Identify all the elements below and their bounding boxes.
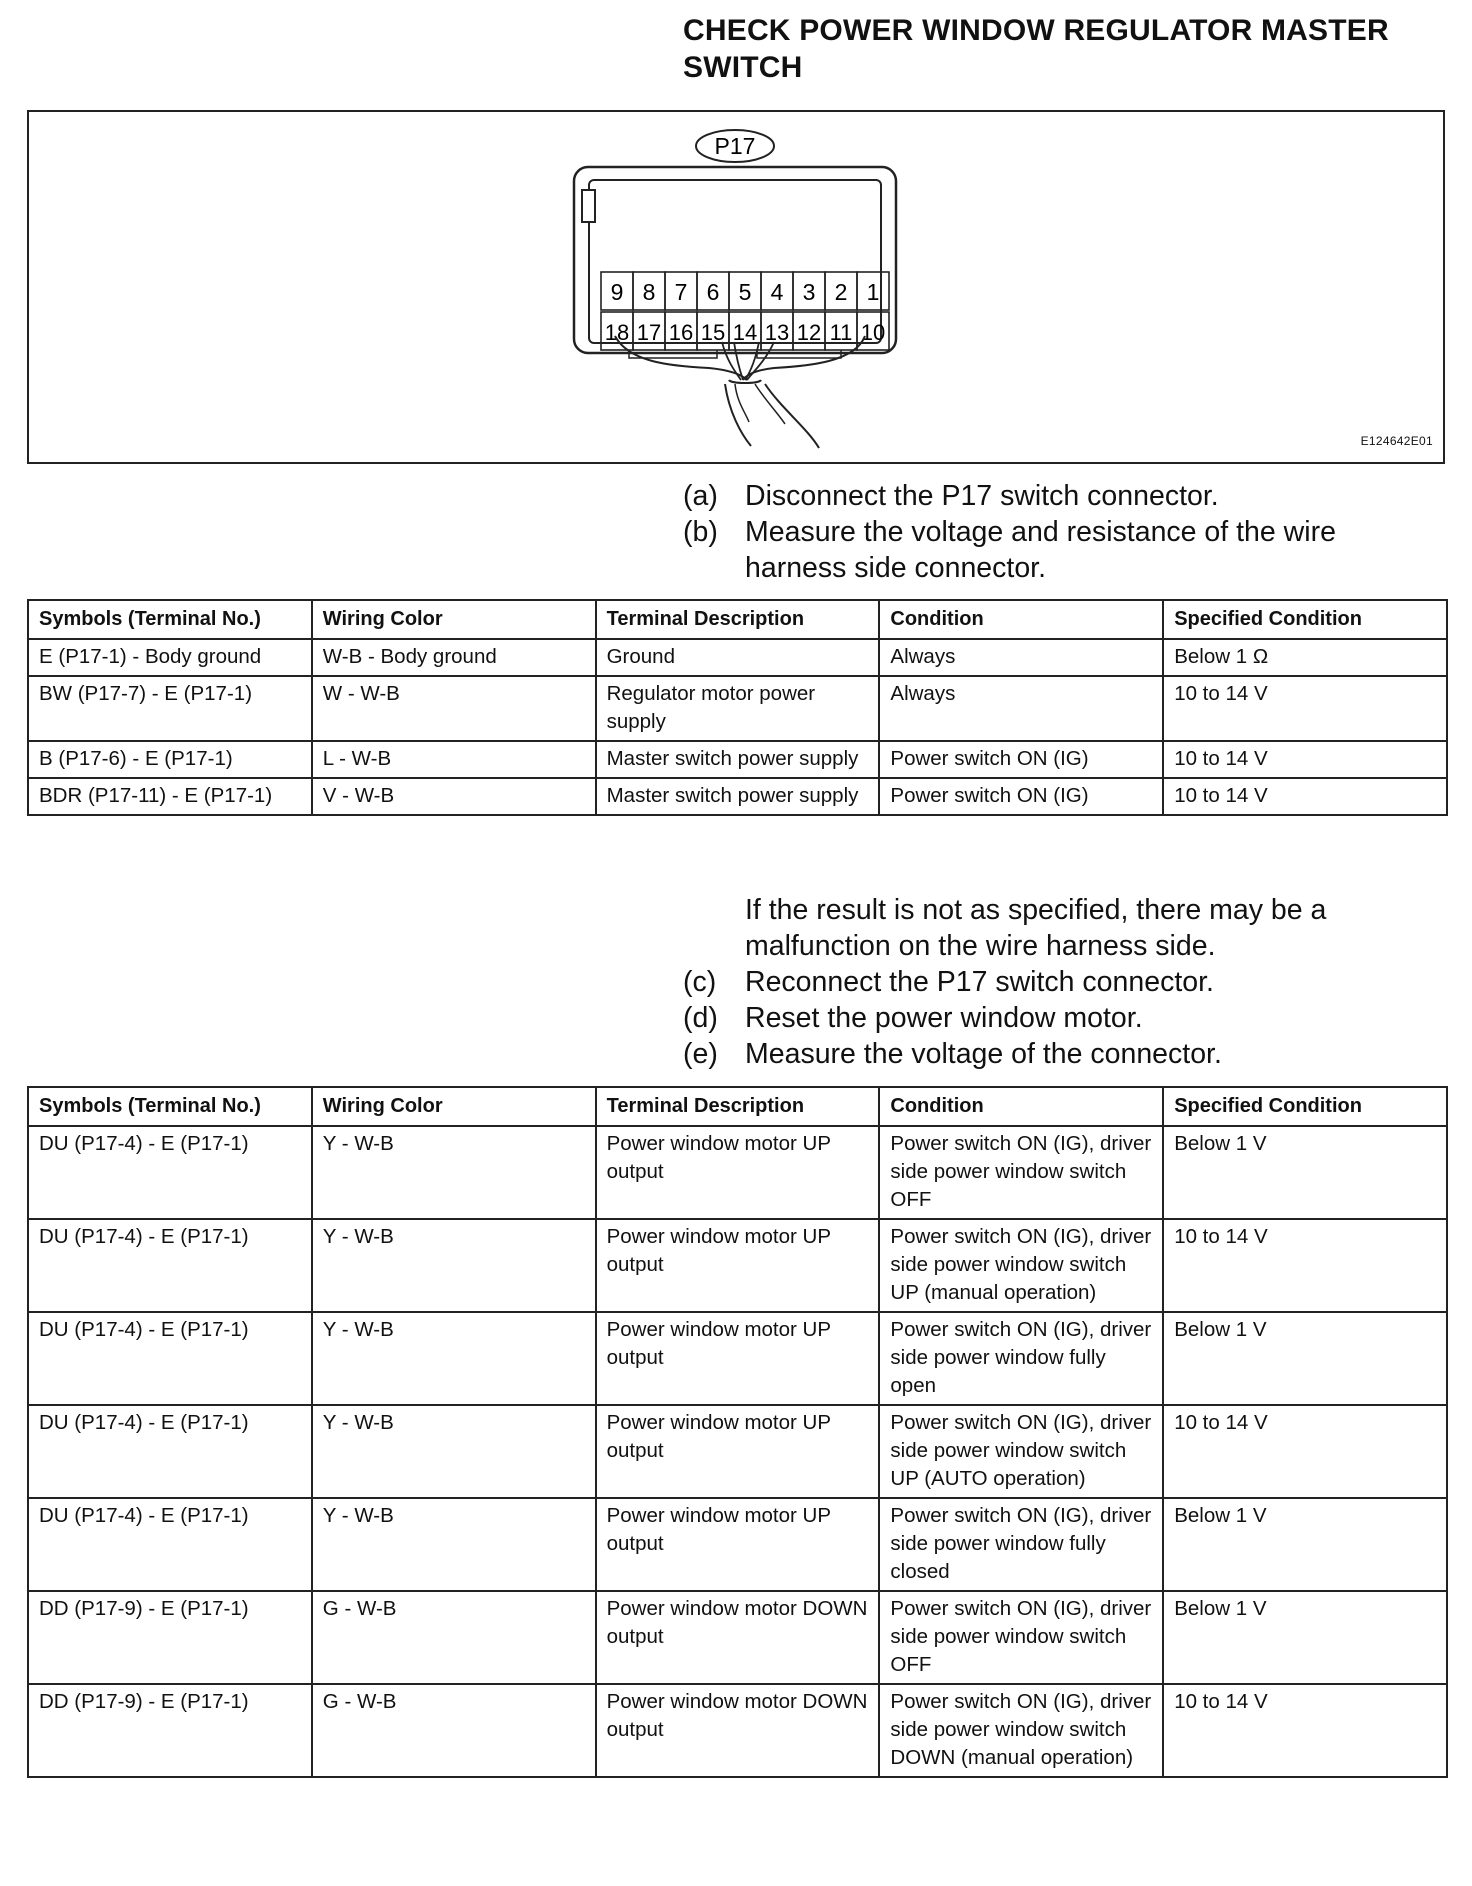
table-cell: V - W-B (312, 778, 596, 815)
pin-number: 8 (642, 279, 656, 305)
table-cell: Power window motor UP output (596, 1219, 880, 1312)
pin-number: 2 (834, 279, 848, 305)
table-header: Specified Condition (1163, 600, 1447, 639)
table-cell: Power switch ON (IG), driver side power window switch UP (AUTO operation) (879, 1405, 1163, 1498)
table-cell: Master switch power supply (596, 741, 880, 778)
table-cell: Master switch power supply (596, 778, 880, 815)
connector-label: P17 (714, 133, 756, 159)
table-cell: Power switch ON (IG), driver side power window switch OFF (879, 1591, 1163, 1684)
table-cell: Power switch ON (IG), driver side power window switch OFF (879, 1126, 1163, 1219)
harness-wire (765, 384, 819, 448)
step-b (683, 514, 1443, 586)
table-row (28, 1591, 1447, 1684)
table-cell: 10 to 14 V (1163, 676, 1447, 741)
table-cell: Y - W-B (312, 1219, 596, 1312)
table-row (28, 778, 1447, 815)
figure-id: E124642E01 (1360, 434, 1433, 448)
table-cell: DU (P17-4) - E (P17-1) (28, 1312, 312, 1405)
table-cell: Always (879, 676, 1163, 741)
table-cell: Power window motor DOWN output (596, 1684, 880, 1777)
table-cell: Power switch ON (IG) (879, 741, 1163, 778)
instruction-steps-2 (683, 892, 1443, 1072)
connector-voltage-table (27, 1086, 1448, 1778)
connector-diagram (29, 112, 1443, 462)
table-cell: Below 1 V (1163, 1498, 1447, 1591)
pin-number: 15 (700, 320, 726, 345)
table-row (28, 1684, 1447, 1777)
table-cell: DU (P17-4) - E (P17-1) (28, 1498, 312, 1591)
table-row (28, 639, 1447, 676)
step-d (683, 1000, 1443, 1036)
table-cell: Below 1 V (1163, 1312, 1447, 1405)
instruction-steps-1 (683, 478, 1443, 586)
table-cell: Power window motor DOWN output (596, 1591, 880, 1684)
step-c (683, 964, 1443, 1000)
table-cell: Power switch ON (IG), driver side power window fully closed (879, 1498, 1163, 1591)
table-cell: Below 1 V (1163, 1126, 1447, 1219)
harness-check-table (27, 599, 1448, 816)
pin-number: 16 (668, 320, 694, 345)
table-header: Terminal Description (596, 600, 880, 639)
table-cell: Power window motor UP output (596, 1126, 880, 1219)
step-label: (d) (683, 1002, 718, 1034)
table-cell: DU (P17-4) - E (P17-1) (28, 1219, 312, 1312)
pin-number: 11 (829, 320, 853, 345)
pin-number: 9 (610, 279, 624, 305)
pin-number: 3 (802, 279, 816, 305)
table-row (28, 1126, 1447, 1219)
table-cell: Y - W-B (312, 1405, 596, 1498)
table-row (28, 1498, 1447, 1591)
step-label: (a) (683, 480, 718, 512)
step-text: Measure the voltage of the connector. (745, 1038, 1222, 1070)
table-cell: Y - W-B (312, 1312, 596, 1405)
table-header: Terminal Description (596, 1087, 880, 1126)
table-header-row (28, 600, 1447, 639)
table-cell: Always (879, 639, 1163, 676)
harness-wire (735, 384, 749, 422)
page-title: CHECK POWER WINDOW REGULATOR MASTER SWITCH (683, 14, 1389, 84)
step-a (683, 478, 1443, 514)
table-cell: 10 to 14 V (1163, 778, 1447, 815)
table-header: Condition (879, 1087, 1163, 1126)
step-text: Reconnect the P17 switch connector. (745, 966, 1214, 998)
table-header-row (28, 1087, 1447, 1126)
table-row (28, 741, 1447, 778)
step-label: (e) (683, 1038, 718, 1070)
step-text: Disconnect the P17 switch connector. (745, 480, 1219, 512)
table-row (28, 1219, 1447, 1312)
table-cell: G - W-B (312, 1684, 596, 1777)
pin-grid (601, 272, 889, 358)
table-cell: 10 to 14 V (1163, 741, 1447, 778)
table-cell: 10 to 14 V (1163, 1684, 1447, 1777)
step-text: Reset the power window motor. (745, 1002, 1143, 1034)
table-cell: E (P17-1) - Body ground (28, 639, 312, 676)
pin-number: 14 (732, 320, 758, 345)
table-cell: BDR (P17-11) - E (P17-1) (28, 778, 312, 815)
table-cell: 10 to 14 V (1163, 1219, 1447, 1312)
table-header: Wiring Color (312, 1087, 596, 1126)
step-e (683, 1036, 1443, 1072)
pin-number: 18 (604, 320, 630, 345)
harness-wire (729, 380, 761, 383)
table-row (28, 676, 1447, 741)
table-cell: B (P17-6) - E (P17-1) (28, 741, 312, 778)
table-header: Condition (879, 600, 1163, 639)
table-cell: G - W-B (312, 1591, 596, 1684)
pin-number: 7 (674, 279, 688, 305)
table-cell: Power switch ON (IG), driver side power window switch UP (manual operation) (879, 1219, 1163, 1312)
table-cell: DU (P17-4) - E (P17-1) (28, 1126, 312, 1219)
table-cell: Power window motor UP output (596, 1405, 880, 1498)
table-cell: Regulator motor power supply (596, 676, 880, 741)
step-text: Measure the voltage and resistance of the wire harness side connector. (745, 516, 1336, 584)
table-row (28, 1312, 1447, 1405)
pin-number: 5 (738, 279, 752, 305)
connector-figure (27, 110, 1445, 464)
table-cell: W-B - Body ground (312, 639, 596, 676)
pin-number: 12 (796, 320, 822, 345)
table-cell: 10 to 14 V (1163, 1405, 1447, 1498)
table-cell: Y - W-B (312, 1126, 596, 1219)
table-header: Symbols (Terminal No.) (28, 1087, 312, 1126)
table-cell: L - W-B (312, 741, 596, 778)
table-header: Symbols (Terminal No.) (28, 600, 312, 639)
pin-number: 1 (866, 279, 880, 305)
table-cell: BW (P17-7) - E (P17-1) (28, 676, 312, 741)
table-header: Specified Condition (1163, 1087, 1447, 1126)
step-label: (c) (683, 966, 717, 998)
table-cell: DU (P17-4) - E (P17-1) (28, 1405, 312, 1498)
connector-latch (582, 190, 595, 222)
table-cell: Ground (596, 639, 880, 676)
table-cell: Power switch ON (IG) (879, 778, 1163, 815)
result-note: If the result is not as specified, there may be a malfunction on the wire harness side. (745, 894, 1327, 962)
table-cell: Below 1 V (1163, 1591, 1447, 1684)
table-cell: Y - W-B (312, 1498, 596, 1591)
table-cell: Power switch ON (IG), driver side power window switch DOWN (manual operation) (879, 1684, 1163, 1777)
table-cell: Power switch ON (IG), driver side power window fully open (879, 1312, 1163, 1405)
pin-number: 10 (860, 320, 886, 345)
table-header: Wiring Color (312, 600, 596, 639)
pin-number: 6 (706, 279, 720, 305)
step-label: (b) (683, 516, 718, 548)
table-cell: DD (P17-9) - E (P17-1) (28, 1591, 312, 1684)
table-cell: Power window motor UP output (596, 1498, 880, 1591)
pin-number: 17 (636, 320, 662, 345)
table-cell: Power window motor UP output (596, 1312, 880, 1405)
pin-number: 13 (764, 320, 790, 345)
table-row (28, 1405, 1447, 1498)
table-cell: Below 1 Ω (1163, 639, 1447, 676)
pin-number: 4 (770, 279, 784, 305)
table-cell: W - W-B (312, 676, 596, 741)
harness-wire (725, 384, 751, 446)
table-cell: DD (P17-9) - E (P17-1) (28, 1684, 312, 1777)
